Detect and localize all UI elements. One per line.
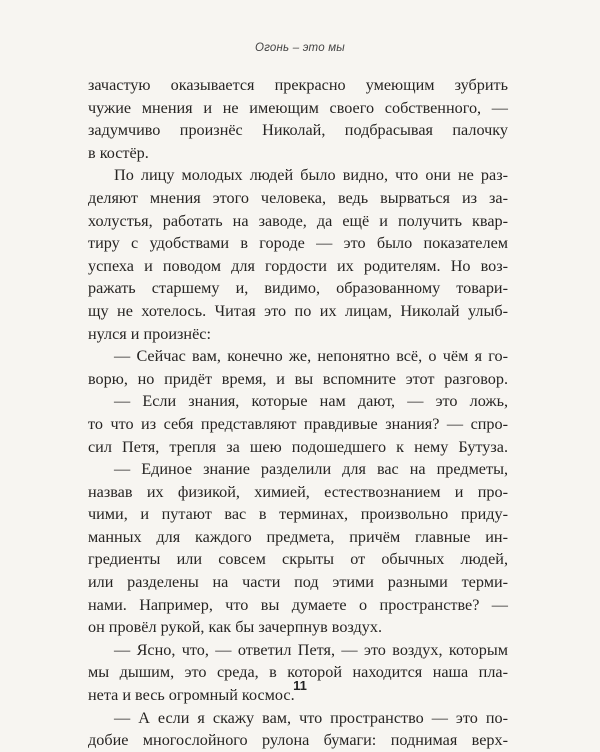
text-line: успеха и поводом для гордости их родителям. Но воз- (88, 256, 508, 275)
text-line: деляют мнения этого человека, ведь вырваться из за- (88, 188, 508, 207)
text-line: мы дышим, это среда, в которой находится наша пла- (88, 663, 508, 682)
text-line: манных для каждого предмета, причём главные ин- (88, 527, 508, 546)
text-line: зачастую оказывается прекрасно умеющим зубрить (88, 76, 508, 94)
text-line: нами. Например, что вы думаете о пространстве? — (88, 595, 508, 614)
running-header: Огонь – это мы (255, 42, 345, 54)
text-line: чими, и путают вас в терминах, произвольно приду- (88, 505, 508, 524)
text-line: чужие мнения и не имеющим своего собственного, — (88, 98, 508, 117)
text-line: — Единое знание разделили для вас на предметы, (114, 460, 508, 479)
body-text (88, 74, 508, 752)
text-line: По лицу молодых людей было видно, что они не раз- (114, 166, 508, 185)
text-line: нулся и произнёс: (88, 324, 211, 343)
text-line: — Ясно, что, — ответил Петя, — это воздух, которым (114, 640, 508, 659)
text-line: — Если знания, которые нам дают, — это ложь, (114, 392, 508, 411)
text-line: он провёл рукой, как бы зачерпнув воздух. (88, 618, 383, 637)
text-line: сил Петя, трепля за шею подошедшего к нему Бутуза. (88, 437, 508, 456)
text-line: задумчиво произнёс Николай, подбрасывая палочку (88, 121, 508, 140)
text-line: ворю, но придёт время, и вы вспомните этот разговор. (88, 369, 508, 388)
text-line: то что из себя представляют правдивые знания? — спро- (88, 414, 508, 433)
text-line: нета и весь огромный космос. (88, 686, 295, 705)
text-line: ражать старшему и, видимо, образованному товари- (88, 279, 508, 298)
text-line: — Сейчас вам, конечно же, непонятно всё, о чём я го- (114, 347, 508, 366)
text-line: гредиенты или совсем скрыты от обычных людей, (88, 550, 508, 569)
text-line: в костёр. (88, 143, 149, 162)
text-line: назвав их физикой, химией, естествознанием и про- (88, 482, 508, 501)
text-line: добие многослойного рулона бумаги: поднимая верх- (88, 731, 508, 750)
text-line: или разделены на части под этими разными терми- (88, 573, 508, 592)
text-line: тиру с удобствами в городе — это было показателем (88, 234, 508, 253)
text-line: щу не хотелось. Читая это по их лицам, Николай улыб- (88, 301, 508, 320)
text-line: — А если я скажу вам, что пространство — это по- (114, 708, 508, 727)
page-number: 11 (293, 678, 307, 693)
text-line: холустья, работать на заводе, да ещё и получить квар- (88, 211, 508, 230)
